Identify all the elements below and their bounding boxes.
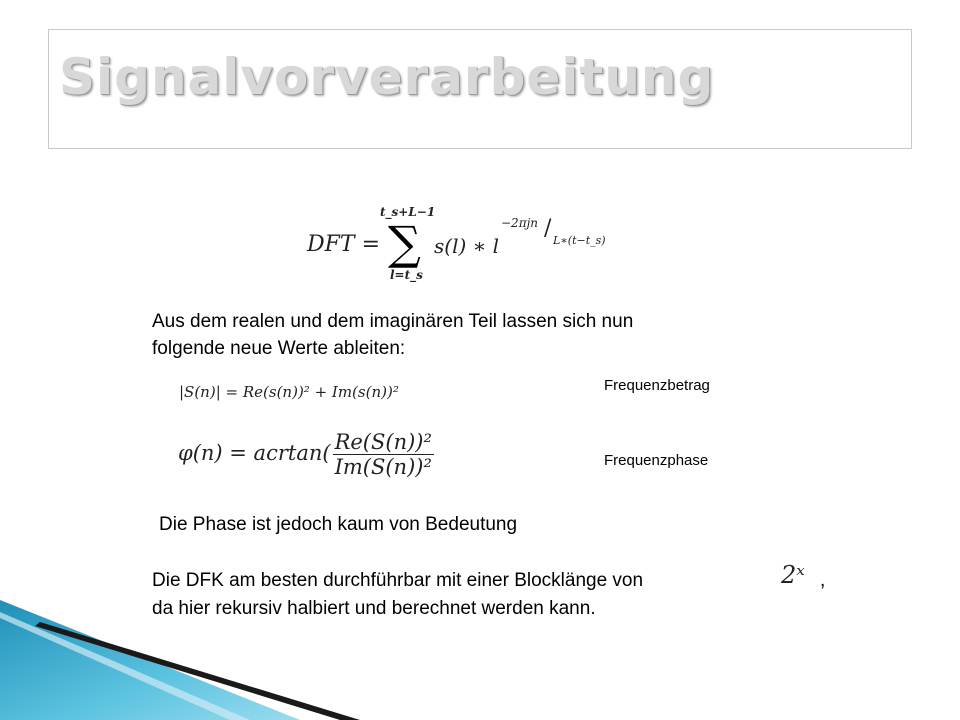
corner-decoration (0, 560, 380, 720)
dfk-line-2: da hier rekursiv halbiert und berechnet werden kann. (152, 598, 596, 619)
slide-title: Signalvorverarbeitung (59, 48, 715, 106)
dfk-line-1: Die DFK am besten durchführbar mit einer Blocklänge von (152, 570, 644, 591)
dft-slash: / (544, 216, 552, 241)
dft-lhs: DFT = (307, 232, 381, 257)
title-box (48, 29, 912, 149)
formula-phase-numerator: Re(S(n))² (334, 430, 432, 454)
intro-line-1: Aus dem realen und dem imaginären Teil lassen sich nun (152, 311, 634, 332)
formula-betrag: |S(n)| = Re(s(n))² + Im(s(n))² (179, 383, 399, 401)
sum-sign: ∑ (388, 216, 421, 270)
dft-exponent: −2πjn (501, 216, 539, 230)
dft-upper-limit: t_s+L−1 (380, 205, 436, 219)
dft-lower-limit: l=t_s (390, 268, 423, 282)
formula-phase-fraction (333, 430, 434, 479)
formula-phase-denominator: Im(S(n))² (334, 455, 432, 479)
phase-note: Die Phase ist jedoch kaum von Bedeutung (159, 514, 518, 535)
label-frequenzbetrag: Frequenzbetrag (604, 377, 710, 394)
intro-line-2: folgende neue Werte ableiten: (152, 338, 406, 359)
formula-phase (178, 430, 434, 479)
dfk-comma: , (820, 570, 826, 591)
label-frequenzphase: Frequenzphase (604, 452, 709, 469)
formula-phase-lhs: φ(n) = acrtan( (178, 441, 331, 465)
dft-exponent-den: L∗(t−t_s) (553, 234, 606, 247)
dft-summand: s(l) ∗ l (434, 234, 499, 258)
dfk-power: 2ˣ (781, 561, 805, 589)
